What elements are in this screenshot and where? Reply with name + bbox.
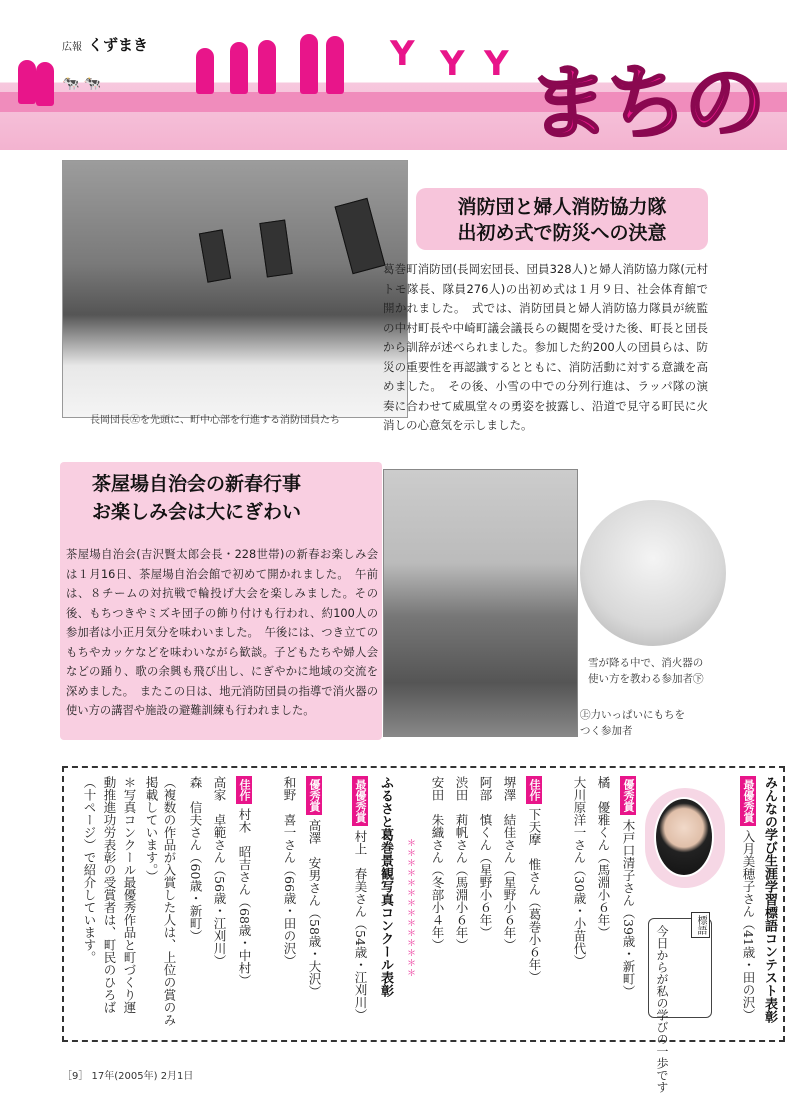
extinguisher-training-photo — [578, 498, 728, 648]
tree-icon — [230, 42, 248, 94]
award-entry: 森 信夫さん（60歳・新町） — [188, 776, 203, 942]
award-entry: 堺澤 結佳さん（星野小６年） — [502, 776, 517, 951]
award-note: 掲載しています。） — [144, 776, 159, 883]
article-body: 茶屋場自治会(吉沢賢太郎会長・228世帯)の新春お楽しみ会は１月16日、茶屋場自治会館で初めて開かれました。 午前は、８チームの対抗戦で輪投げ大会を楽しみました。その後、もちつきやミズキ団子の飾り付けも行われ、約100人の参加者は小正月気分を味わいました。 午後には、つき立てのもちやカッケなどを味わいながら歓談。子どもたちや婦人会などの踊り、歌の余興も飛び出し、にぎやかに地域の交流を深めました。 またこの日は、地元消防団員の指導で消火器の使い方の講習や施設の避難訓練も行われました。 — [66, 548, 378, 717]
tree-icon — [196, 48, 214, 94]
tree-icon — [36, 62, 54, 106]
cow-illustration: 🐄 🐄 — [62, 76, 102, 92]
article-title: 消防団と婦人消防協力隊 出初め式で防災への決意 — [416, 188, 708, 250]
windmill-icon: Y — [440, 44, 465, 84]
section-title: まちの — [528, 55, 763, 151]
award-entry: 橘 優雅くん（馬淵小６年） — [596, 776, 611, 939]
award-best: 最優秀賞入月美穂子さん（41歳・田の沢） — [740, 776, 756, 1021]
divider-stars: ＊＊＊＊＊＊＊＊＊＊＊＊＊＊ — [405, 838, 415, 978]
mochi-pounding-photo — [383, 469, 578, 737]
award-excellent: 優秀賞高澤 安男さん（58歳・大沢） — [306, 776, 322, 997]
motto-label: 標語 — [691, 912, 710, 938]
firefighters-parade-photo — [62, 160, 408, 418]
award-note: 動推進功労表彰の受賞者は、町民のひろば — [102, 776, 117, 1014]
winner-portrait — [654, 797, 714, 877]
award-note: ＊写真コンクール最優秀作品と町づくり運 — [122, 776, 137, 1014]
article-body: 葛巻町消防団(長岡宏団長、団員328人)と婦人消防協力隊(元村トモ隊長、隊員276人)の出初め式は１月９日、社会体育館で開かれました。 式では、消防団員と婦人消防協力隊員が統監の中村町長や中崎町議会議長らの観閲を受けた後、町長と団長から訓辞が述べられました。参加した約200人の団員らは、防災の重要性を再認識するとともに、消防活動に対する意識を高めました。 その後、小雪の中での分列行進は、ラッパ隊の演奏に合わせて威風堂々の勇姿を披露し、沿道で見守る町民に火消しの心意気を示しました。 — [383, 262, 708, 432]
award-excellent: 優秀賞木戸口清子さん（39歳・新町） — [620, 776, 636, 997]
photo-caption: ㊤力いっぱいにもちを つく参加者 — [580, 709, 685, 737]
award-best: 最優秀賞村上 春美さん（54歳・江刈川） — [352, 776, 368, 1021]
award-entry: 安田 朱織さん（冬部小４年） — [430, 776, 445, 951]
tree-icon — [326, 36, 344, 94]
tree-icon — [300, 34, 318, 94]
publication-logo: 広報 くずまき — [62, 36, 149, 54]
award-entry: 阿部 慎くん（星野小６年） — [478, 776, 493, 939]
photo-caption: 雪が降る中で、消火器の 使い方を教わる参加者㊦ — [588, 657, 704, 685]
tree-icon — [18, 60, 36, 104]
award-heading: みんなの学び生涯学習標語コンテスト表彰 — [762, 776, 777, 1023]
photo-caption: 長岡団長㊧を先頭に、町中心部を行進する消防団員たち — [90, 415, 340, 426]
motto-text: 今日からが私の学びの一歩です — [655, 925, 669, 1093]
page-header — [0, 0, 787, 150]
award-heading: ふるさと葛巻景観写真コンクール表彰 — [378, 776, 393, 997]
award-entry: 大川原洋一さん（30歳・小苗代） — [572, 776, 587, 967]
windmill-icon: Y — [390, 34, 415, 74]
page-footer: ［9］ 17年(2005年) 2月1日 — [62, 1071, 194, 1082]
award-good: 佳作下天摩 惟さん（葛巻小６年） — [526, 776, 542, 983]
tree-icon — [258, 40, 276, 94]
windmill-icon: Y — [484, 44, 509, 84]
award-note: （十ページ）で紹介しています。 — [82, 776, 97, 964]
award-note: （複数の作品が入賞した人は、上位の賞のみ — [162, 776, 177, 1026]
article-title: 茶屋場自治会の新春行事 お楽しみ会は大にぎわい — [70, 470, 376, 536]
award-entry: 和野 喜一さん（66歳・田の沢） — [282, 776, 297, 967]
award-good: 佳作村木 昭吉さん（68歳・中村） — [236, 776, 252, 986]
award-entry: 渋田 莉帆さん（馬淵小６年） — [454, 776, 469, 951]
award-entry: 高家 卓範さん（56歳・江刈川） — [212, 776, 227, 967]
